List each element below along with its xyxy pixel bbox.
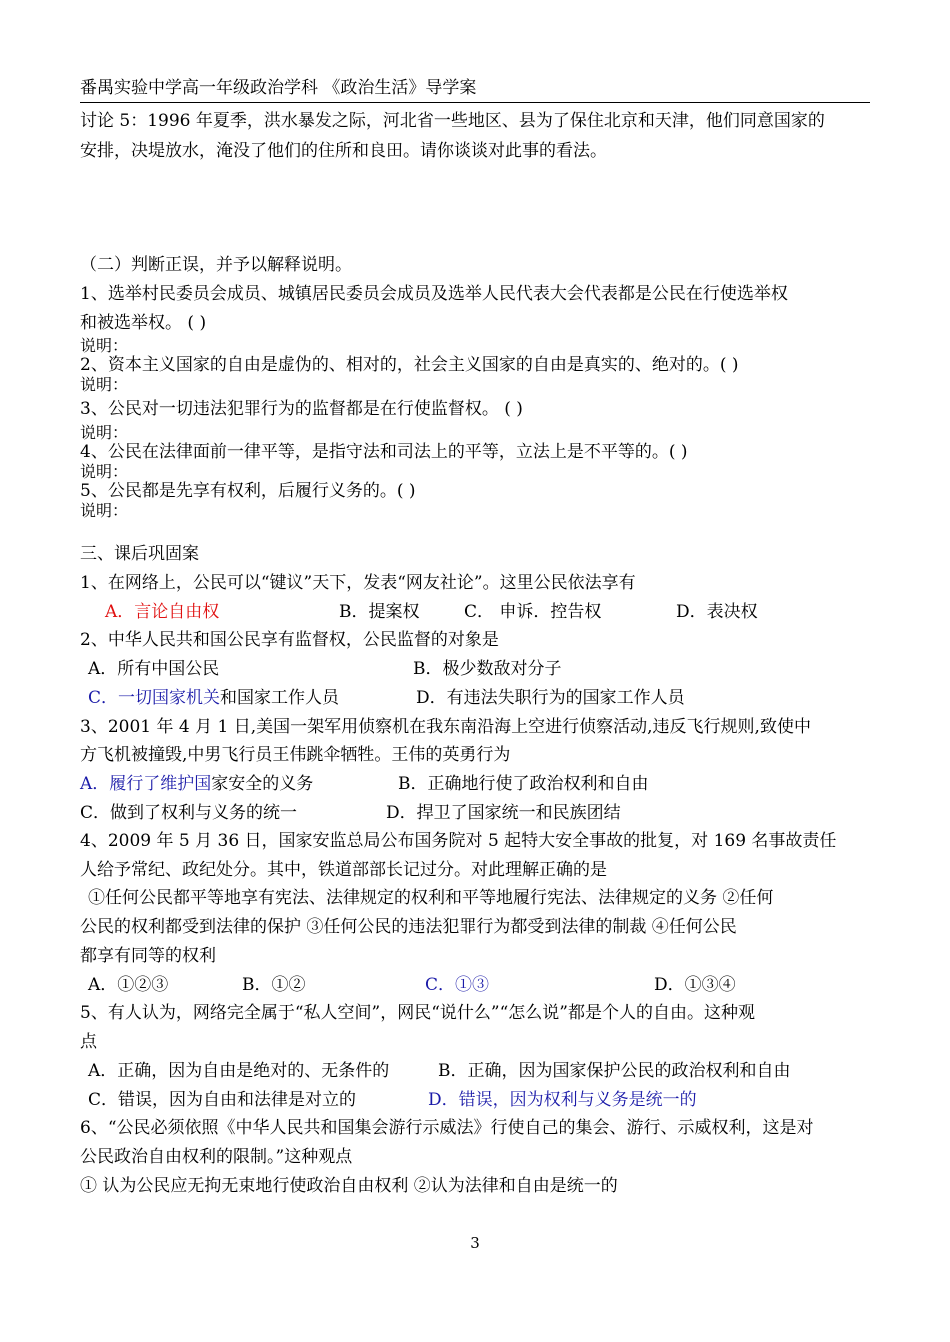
judge-q1-line2: 和被选举权。 ( ) (80, 313, 207, 333)
q5-option-a: A．正确，因为自由是绝对的、无条件的 (88, 1061, 390, 1081)
judge-q1-line1: 1、选举村民委员会成员、城镇居民委员会成员及选举人民代表大会代表都是公民在行使选举权 (80, 284, 788, 304)
q3-line2: 方飞机被撞毁,中男飞行员王伟跳伞牺牲。王伟的英勇行为 (80, 745, 511, 765)
q5-options-row1 (80, 1060, 880, 1082)
q2-options-row1 (80, 658, 880, 680)
q1-option-b: B．提案权 (339, 602, 420, 622)
q2-option-c-rest: 和国家工作人员 (220, 688, 340, 708)
judge-explain-1: 说明： (80, 336, 129, 355)
q5-options-row2 (80, 1089, 880, 1111)
q3-options-row1 (80, 773, 880, 795)
q4-line5: 都享有同等的权利 (80, 946, 216, 966)
q1-stem: 1、在网络上，公民可以“键议”天下，发表“网友社论”。这里公民依法享有 (80, 573, 636, 593)
q2-stem: 2、中华人民共和国公民享有监督权，公民监督的对象是 (80, 630, 499, 650)
q4-option-a: A．①②③ (88, 975, 169, 995)
judge-q5: 5、公民都是先享有权利，后履行义务的。( ) (80, 481, 416, 501)
q5-line1: 5、有人认为，网络完全属于“私人空间”，网民“说什么”“怎么说”都是个人的自由。这种观 (80, 1003, 755, 1023)
q5-option-c: C．错误，因为自由和法律是对立的 (88, 1090, 357, 1110)
q4-option-c: C．①③ (425, 975, 490, 995)
q6-line1: 6、“公民必须依照《中华人民共和国集会游行示威法》行使自己的集会、游行、示威权利，这是对 (80, 1118, 814, 1138)
q3-option-a-answer: A．履行了维护国 (80, 774, 212, 794)
judge-heading: （二）判断正误，并予以解释说明。 (80, 255, 352, 275)
page-number: 3 (470, 1234, 480, 1252)
judge-q2: 2、资本主义国家的自由是虚伪的、相对的，社会主义国家的自由是真实的、绝对的。( ) (80, 355, 739, 375)
q2-option-c (88, 687, 339, 709)
q5-option-b: B．正确，因为国家保护公民的政治权利和自由 (438, 1061, 791, 1081)
page-header: 番禺实验中学高一年级政治学科 《政治生活》导学案 (80, 76, 870, 103)
judge-q3: 3、公民对一切违法犯罪行为的监督都是在行使监督权。 ( ) (80, 399, 523, 419)
q3-options-row2 (80, 802, 880, 824)
q4-line1: 4、2009 年 5 月 36 日，国家安监总局公布国务院对 5 起特大安全事故的批复，对 169 名事故责任 (80, 831, 837, 851)
q3-option-d: D．捍卫了国家统一和民族团结 (386, 803, 621, 823)
q6-line3: ① 认为公民应无拘无束地行使政治自由权利 ②认为法律和自由是统一的 (80, 1176, 618, 1196)
q3-line1: 3、2001 年 4 月 1 日,美国一架军用侦察机在我东南沿海上空进行侦察活动,违反飞行规则,致使中 (80, 717, 811, 737)
q4-options (80, 974, 880, 996)
q4-option-d: D．①③④ (654, 975, 736, 995)
judge-explain-2: 说明： (80, 375, 129, 394)
q2-option-c-answer: C．一切国家机关 (88, 688, 221, 708)
judge-explain-5: 说明： (80, 501, 129, 520)
q2-option-a: A．所有中国公民 (88, 659, 220, 679)
q6-line2: 公民政治自由权利的限制。”这种观点 (80, 1147, 353, 1167)
q4-line2: 人给予常纪、政纪处分。其中，铁道部部长记过分。对此理解正确的是 (80, 860, 607, 880)
q4-line4: 公民的权利都受到法律的保护 ③任何公民的违法犯罪行为都受到法律的制裁 ④任何公民 (80, 917, 737, 937)
q4-line3: ①任何公民都平等地享有宪法、法律规定的权利和平等地履行宪法、法律规定的义务 ②任何 (88, 888, 774, 908)
judge-explain-4: 说明： (80, 462, 129, 481)
discussion5-line2: 安排，决堤放水，淹没了他们的住所和良田。请你谈谈对此事的看法。 (80, 141, 607, 161)
q2-options-row2 (80, 687, 880, 709)
judge-q4: 4、公民在法律面前一律平等，是指守法和司法上的平等，立法上是不平等的。( ) (80, 442, 688, 462)
q5-option-d: D．错误，因为权利与义务是统一的 (428, 1090, 697, 1110)
section3-heading: 三、课后巩固案 (80, 544, 199, 564)
q2-option-d: D．有违法失职行为的国家工作人员 (416, 688, 685, 708)
q4-option-b: B．①② (242, 975, 306, 995)
q1-option-a: A．言论自由权 (105, 602, 220, 622)
q2-option-b: B．极少数敌对分子 (413, 659, 562, 679)
q3-option-a (80, 773, 313, 795)
q3-option-b: B．正确地行使了政治权利和自由 (398, 774, 649, 794)
discussion5-line1: 讨论 5：1996 年夏季，洪水暴发之际，河北省一些地区、县为了保住北京和天津，他们同意国家的 (80, 111, 825, 131)
q3-option-a-rest: 家安全的义务 (211, 774, 314, 794)
q1-option-c: C． 申诉．控告权 (464, 602, 602, 622)
q5-line2: 点 (80, 1032, 97, 1052)
judge-explain-3: 说明： (80, 423, 129, 442)
q1-options (80, 601, 880, 623)
q3-option-c: C．做到了权利与义务的统一 (80, 803, 298, 823)
q1-option-d: D．表决权 (676, 602, 758, 622)
